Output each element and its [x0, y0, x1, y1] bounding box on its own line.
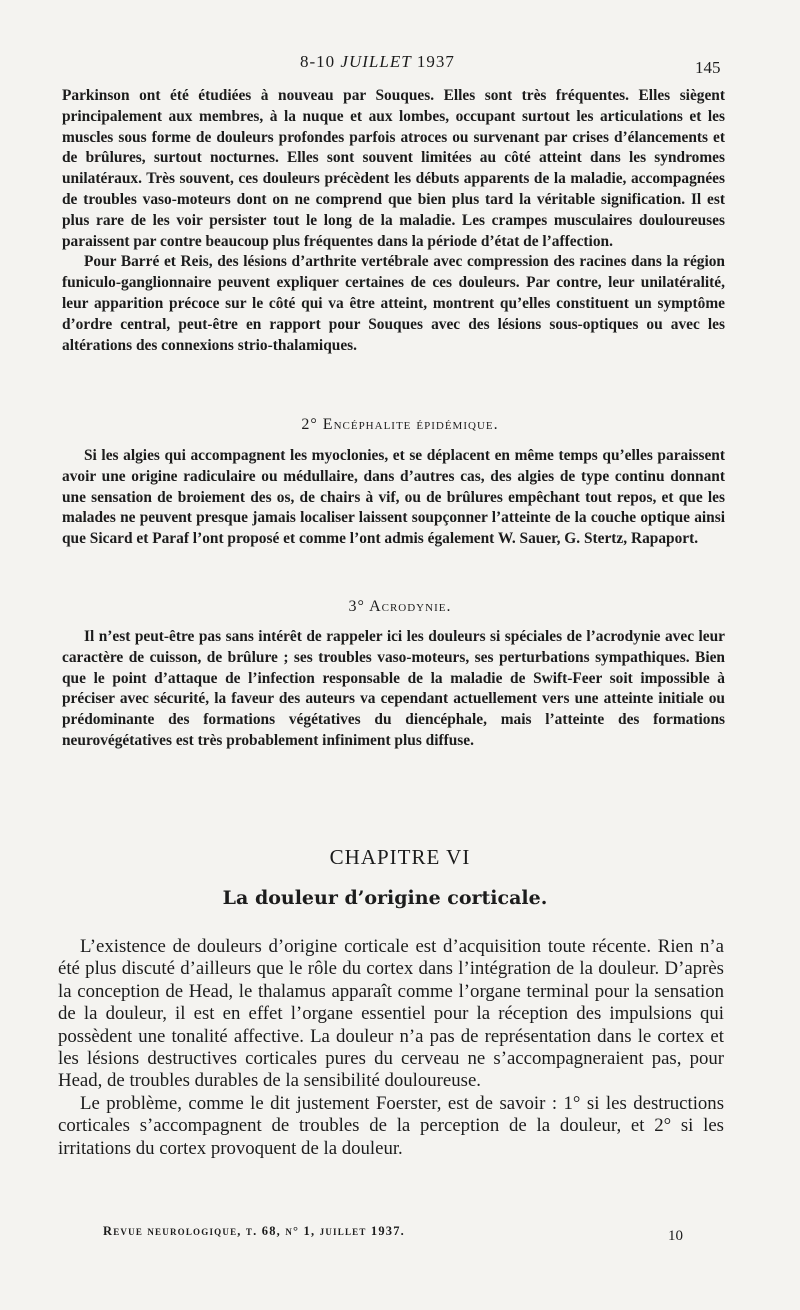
paragraph-parkinson: Parkinson ont été étudiées à nouveau par Souques. Elles sont très fréquentes. Elles siègent principalement aux membres, à la nuque et aux lombes, occupant surtout les articulations et les muscles sous forme de douleurs profondes parfois atroces ou survenant par crises d’élancements et de brûlures, surtout nocturnes. Elles sont souvent limitées au côté atteint dans les syndromes unilatéraux. Très souvent, ces douleurs précèdent les débuts apparents de la maladie, accompagnées de troubles vaso-moteurs dont on ne comprend que bien plus tard la véritable signification. Il est plus rare de les voir persister tout le long de la maladie. Les crampes musculaires douloureuses paraissent par contre beaucoup plus fréquentes dans la période d’état de l’affection. — [62, 87, 725, 250]
chapter-label: CHAPITRE VI — [329, 845, 471, 869]
page-number: 145 — [695, 58, 721, 77]
section-heading-encephalite: 2° Encéphalite épidémique. — [301, 416, 499, 433]
section-heading-acrodynie: 3° Acrodynie. — [348, 598, 452, 615]
paragraph-encephalite: Si les algies qui accompagnent les myoclonies, et se déplacent en même temps qu’elles paraissent avoir une origine radiculaire ou médullaire, dans d’autres cas, des algies de type continu donnant une sensation de broiement des os, de chairs à vif, ou de brûlures empêchant tout repos, et que les malades ne peuvent presque jamais localiser laissent soupçonner l’atteinte de la couche optique ainsi que Sicard et Paraf l’ont proposé et comme l’ont admis également W. Sauer, G. Stertz, Rapaport. — [62, 447, 725, 548]
signature-number: 10 — [668, 1228, 683, 1244]
date-year: 1937 — [416, 52, 455, 71]
paragraph-barre-reis: Pour Barré et Reis, des lésions d’arthrite vertébrale avec compression des racines dans la région funiculo-ganglionnaire peuvent expliquer certaines de ces douleurs. Par contre, leur unilatéralité, leur apparition précoce sur le côté qui va être atteint, montrent qu’elles constituent un symptôme d’ordre central, peut-être en rapport pour Souques avec des lésions sous-optiques ou avec les altérations des connexions strio-thalamiques. — [62, 253, 725, 354]
journal-reference: Revue neurologique, t. 68, n° 1, juillet 1937. — [103, 1224, 406, 1238]
chapter-title: La douleur d’origine corticale. — [222, 887, 548, 909]
paragraph-acrodynie: Il n’est peut-être pas sans intérêt de rappeler ici les douleurs si spéciales de l’acrodynie avec leur caractère de cuisson, de brûlure ; ses troubles vaso-moteurs, ses perturbations sympathiques. Bien que le point d’attaque de l’infection responsable de la maladie de Swift-Feer soit impossible à préciser avec sécurité, la faveur des auteurs va cependant actuellement vers une atteinte initiale ou prédominante des formations végétatives du diencéphale, mais l’atteinte des formations neurovégétatives est très probablement infiniment plus diffuse. — [62, 628, 725, 749]
section-acrodynie — [62, 627, 725, 752]
running-head — [0, 52, 800, 78]
chapter-body — [58, 936, 724, 1160]
date-prefix: 8-10 — [300, 52, 336, 71]
continued-text — [62, 86, 725, 356]
running-head-date — [300, 52, 455, 72]
paragraph-corticale: L’existence de douleurs d’origine corticale est d’acquisition toute récente. Rien n’a été plus discuté d’ailleurs que le rôle du cortex dans l’intégration de la douleur. D’après la conception de Head, le thalamus apparaît comme l’organe terminal pour la sensation de la douleur, il est en effet l’organe essentiel pour la réception des impulsions qui possèdent une tonalité affective. La douleur n’a pas de représentation dans le cortex et les lésions destructives corticales pures du cerveau ne s’accompagneraient pas, pour Head, de troubles durables de la sensibilité douloureuse. — [58, 936, 724, 1092]
page-footer — [0, 1224, 800, 1248]
section-encephalite — [62, 446, 725, 550]
paragraph-foerster: Le problème, comme le dit justement Foerster, est de savoir : 1° si les destructions corticales s’accompagnent de troubles de la perception de la douleur, et 2° si les irritations du cortex provoquent de la douleur. — [58, 1092, 724, 1159]
date-month: JUILLET — [340, 52, 412, 71]
